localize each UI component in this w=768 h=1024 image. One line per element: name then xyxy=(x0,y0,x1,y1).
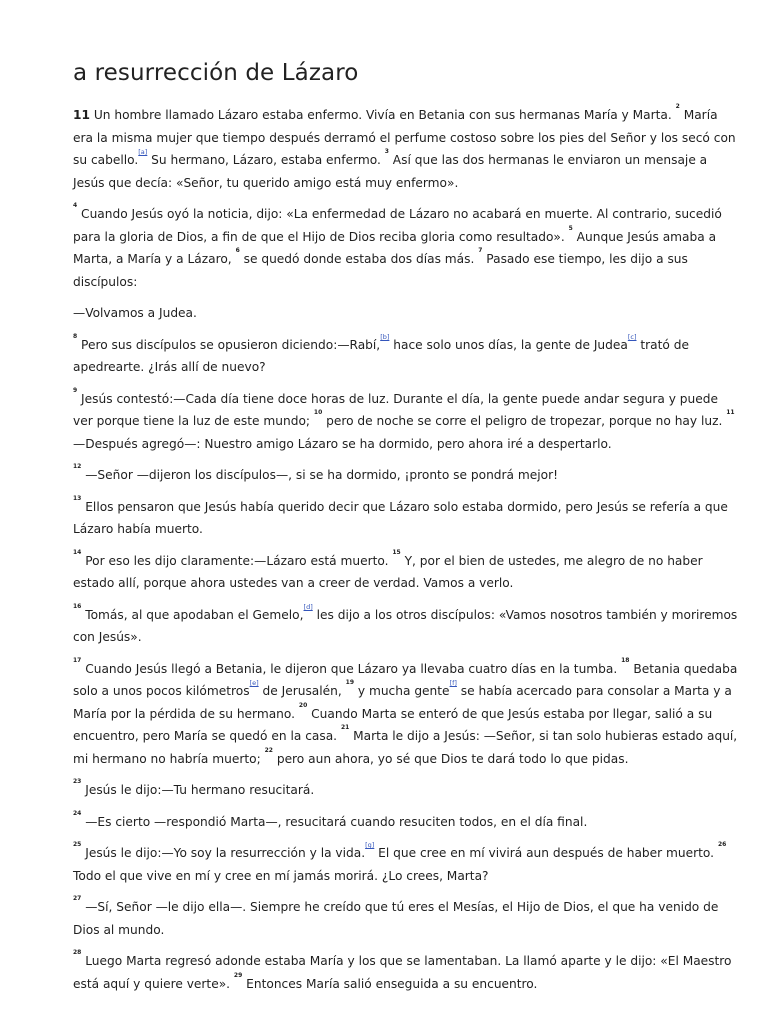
verse-number: 27 xyxy=(73,895,82,902)
verse-number: 8 xyxy=(73,332,78,340)
verse-number: 18 xyxy=(621,656,630,664)
paragraph xyxy=(73,388,741,456)
verse-text: —Señor —dijeron los discípulos—, si se ha dormido, ¡pronto se pondrá mejor! xyxy=(81,468,559,482)
verse-number: 23 xyxy=(73,778,82,785)
verse-text: Tomás, al que apodaban el Gemelo, xyxy=(81,607,304,622)
verse-text: Betania quedaba solo a unos pocos kilómetros xyxy=(73,661,738,698)
verse-number: 2 xyxy=(675,103,680,110)
verse-number: 22 xyxy=(264,746,273,754)
verse-number: 17 xyxy=(73,656,82,664)
document-page xyxy=(73,60,741,1004)
paragraph xyxy=(73,811,741,834)
verse-number: 28 xyxy=(73,949,82,956)
verse-text: trató de apedrearte. ¿Irás allí de nuevo? xyxy=(73,337,689,374)
verse-text: Marta le dijo a Jesús: —Señor, si tan solo hubieras estado aquí, mi hermano no habría muerto; xyxy=(73,729,738,766)
footnote-link[interactable]: [f] xyxy=(449,679,457,687)
verse-number: 5 xyxy=(568,224,573,232)
verse-text: —Después agregó—: Nuestro amigo Lázaro se ha dormido, pero ahora iré a despertarlo. xyxy=(73,436,612,451)
paragraph xyxy=(73,104,741,194)
verse-text: Jesús contestó:—Cada día tiene doce horas de luz. Durante el día, la gente puede andar segura y puede ver porque tiene la luz de este mundo; xyxy=(73,391,718,428)
verse-text: les dijo a los otros discípulos: «Vamos nosotros también y moriremos con Jesús». xyxy=(73,607,738,644)
footnote-link[interactable]: [a] xyxy=(138,148,148,156)
verse-text: Luego Marta regresó adonde estaba María y los que se lamentaban. La llamó aparte y le dijo: «El Maestro está aquí y quiere verte». xyxy=(73,954,732,991)
verse-number: 3 xyxy=(384,148,389,155)
verse-text: Pero sus discípulos se opusieron diciendo:—Rabí, xyxy=(77,337,381,352)
verse-text: —Volvamos a Judea. xyxy=(73,306,197,320)
verse-text: Ellos pensaron que Jesús había querido decir que Lázaro solo estaba dormido, pero Jesús se refería a que Lázaro había muerto. xyxy=(73,499,728,536)
paragraph xyxy=(73,950,741,995)
chapter-number: 11 xyxy=(73,108,90,122)
verse-number: 29 xyxy=(233,971,243,979)
paragraph xyxy=(73,896,741,941)
verse-text: se quedó donde estaba dos días más. xyxy=(239,252,479,266)
document-body xyxy=(73,104,741,995)
verse-text: Entonces María salió enseguida a su encuentro. xyxy=(242,976,538,991)
paragraph xyxy=(73,334,741,379)
verse-number: 14 xyxy=(73,548,82,556)
verse-number: 21 xyxy=(340,724,350,731)
verse-text: Un hombre llamado Lázaro estaba enfermo. Vivía en Betania con sus hermanas María y Marta. xyxy=(89,108,676,122)
footnote-link[interactable]: [e] xyxy=(249,679,259,687)
footnote-link[interactable]: [d] xyxy=(303,602,313,611)
verse-number: 26 xyxy=(717,841,727,848)
verse-text: Aunque Jesús amaba a Marta, a María y a Lázaro, xyxy=(73,229,717,266)
verse-text: y mucha gente xyxy=(354,684,450,698)
footnote-link[interactable]: [c] xyxy=(627,332,637,341)
paragraph xyxy=(73,604,741,649)
footnote-link[interactable]: [g] xyxy=(365,841,375,849)
paragraph xyxy=(73,302,741,325)
verse-text: Y, por el bien de ustedes, me alegro de no haber estado allí, porque ahora ustedes van a creer de verdad. Vamos a verlo. xyxy=(73,553,703,590)
paragraph xyxy=(73,658,741,771)
verse-text: se había acercado para consolar a Marta y a María por la pérdida de su hermano. xyxy=(73,684,732,721)
verse-number: 15 xyxy=(392,548,401,556)
verse-number: 7 xyxy=(478,247,483,254)
verse-text: Así que las dos hermanas le enviaron un mensaje a Jesús que decía: «Señor, tu querido amigo está muy enfermo». xyxy=(73,153,708,190)
paragraph xyxy=(73,779,741,802)
verse-number: 20 xyxy=(298,701,308,709)
verse-text: Jesús le dijo:—Tu hermano resucitará. xyxy=(81,783,315,797)
verse-text: Su hermano, Lázaro, estaba enfermo. xyxy=(147,153,385,167)
verse-number: 9 xyxy=(73,386,78,394)
verse-number: 12 xyxy=(73,463,82,470)
verse-number: 11 xyxy=(726,409,735,416)
paragraph xyxy=(73,464,741,487)
verse-text: hace solo unos días, la gente de Judea xyxy=(389,337,628,352)
verse-text: de Jerusalén, xyxy=(258,684,346,698)
verse-number: 10 xyxy=(313,409,323,416)
paragraph xyxy=(73,496,741,541)
paragraph xyxy=(73,842,741,887)
verse-text: Cuando Jesús llegó a Betania, le dijeron que Lázaro ya llevaba cuatro días en la tumba. xyxy=(81,661,622,676)
verse-text: Cuando Marta se enteró de que Jesús estaba por llegar, salió a su encuentro, pero María se quedó en la casa. xyxy=(73,706,713,743)
verse-number: 19 xyxy=(345,679,354,686)
verse-number: 16 xyxy=(73,602,82,610)
verse-number: 25 xyxy=(73,841,82,848)
paragraph xyxy=(73,550,741,595)
paragraph xyxy=(73,203,741,293)
verse-text: María era la misma mujer que tiempo después derramó el perfume costoso sobre los pies del Señor y los secó con su cabello. xyxy=(73,108,736,167)
verse-text: —Es cierto —respondió Marta—, resucitará cuando resuciten todos, en el día final. xyxy=(81,814,588,829)
verse-number: 4 xyxy=(73,202,78,209)
verse-text: pero de noche se corre el peligro de tropezar, porque no hay luz. xyxy=(322,414,727,428)
verse-text: Jesús le dijo:—Yo soy la resurrección y la vida. xyxy=(81,846,366,860)
verse-text: Por eso les dijo claramente:—Lázaro está muerto. xyxy=(81,553,393,568)
verse-number: 13 xyxy=(73,494,82,502)
verse-text: El que cree en mí vivirá aun después de haber muerto. xyxy=(374,846,718,860)
verse-text: Pasado ese tiempo, les dijo a sus discípulos: xyxy=(73,252,688,289)
verse-text: Cuando Jesús oyó la noticia, dijo: «La enfermedad de Lázaro no acabará en muerte. Al contrario, sucedió para la gloria de Dios, a fin de que el Hijo de Dios reciba gloria como resultado». xyxy=(73,207,722,244)
verse-number: 24 xyxy=(73,809,82,817)
verse-text: pero aun ahora, yo sé que Dios te dará todo lo que pidas. xyxy=(272,751,629,766)
footnote-link[interactable]: [b] xyxy=(380,332,390,341)
verse-text: —Sí, Señor —le dijo ella—. Siempre he creído que tú eres el Mesías, el Hijo de Dios, el que ha venido de Dios al mundo. xyxy=(73,900,719,937)
verse-number: 6 xyxy=(235,247,240,254)
verse-text: Todo el que vive en mí y cree en mí jamás morirá. ¿Lo crees, Marta? xyxy=(73,868,489,883)
page-title: a resurrección de Lázaro xyxy=(73,60,359,86)
